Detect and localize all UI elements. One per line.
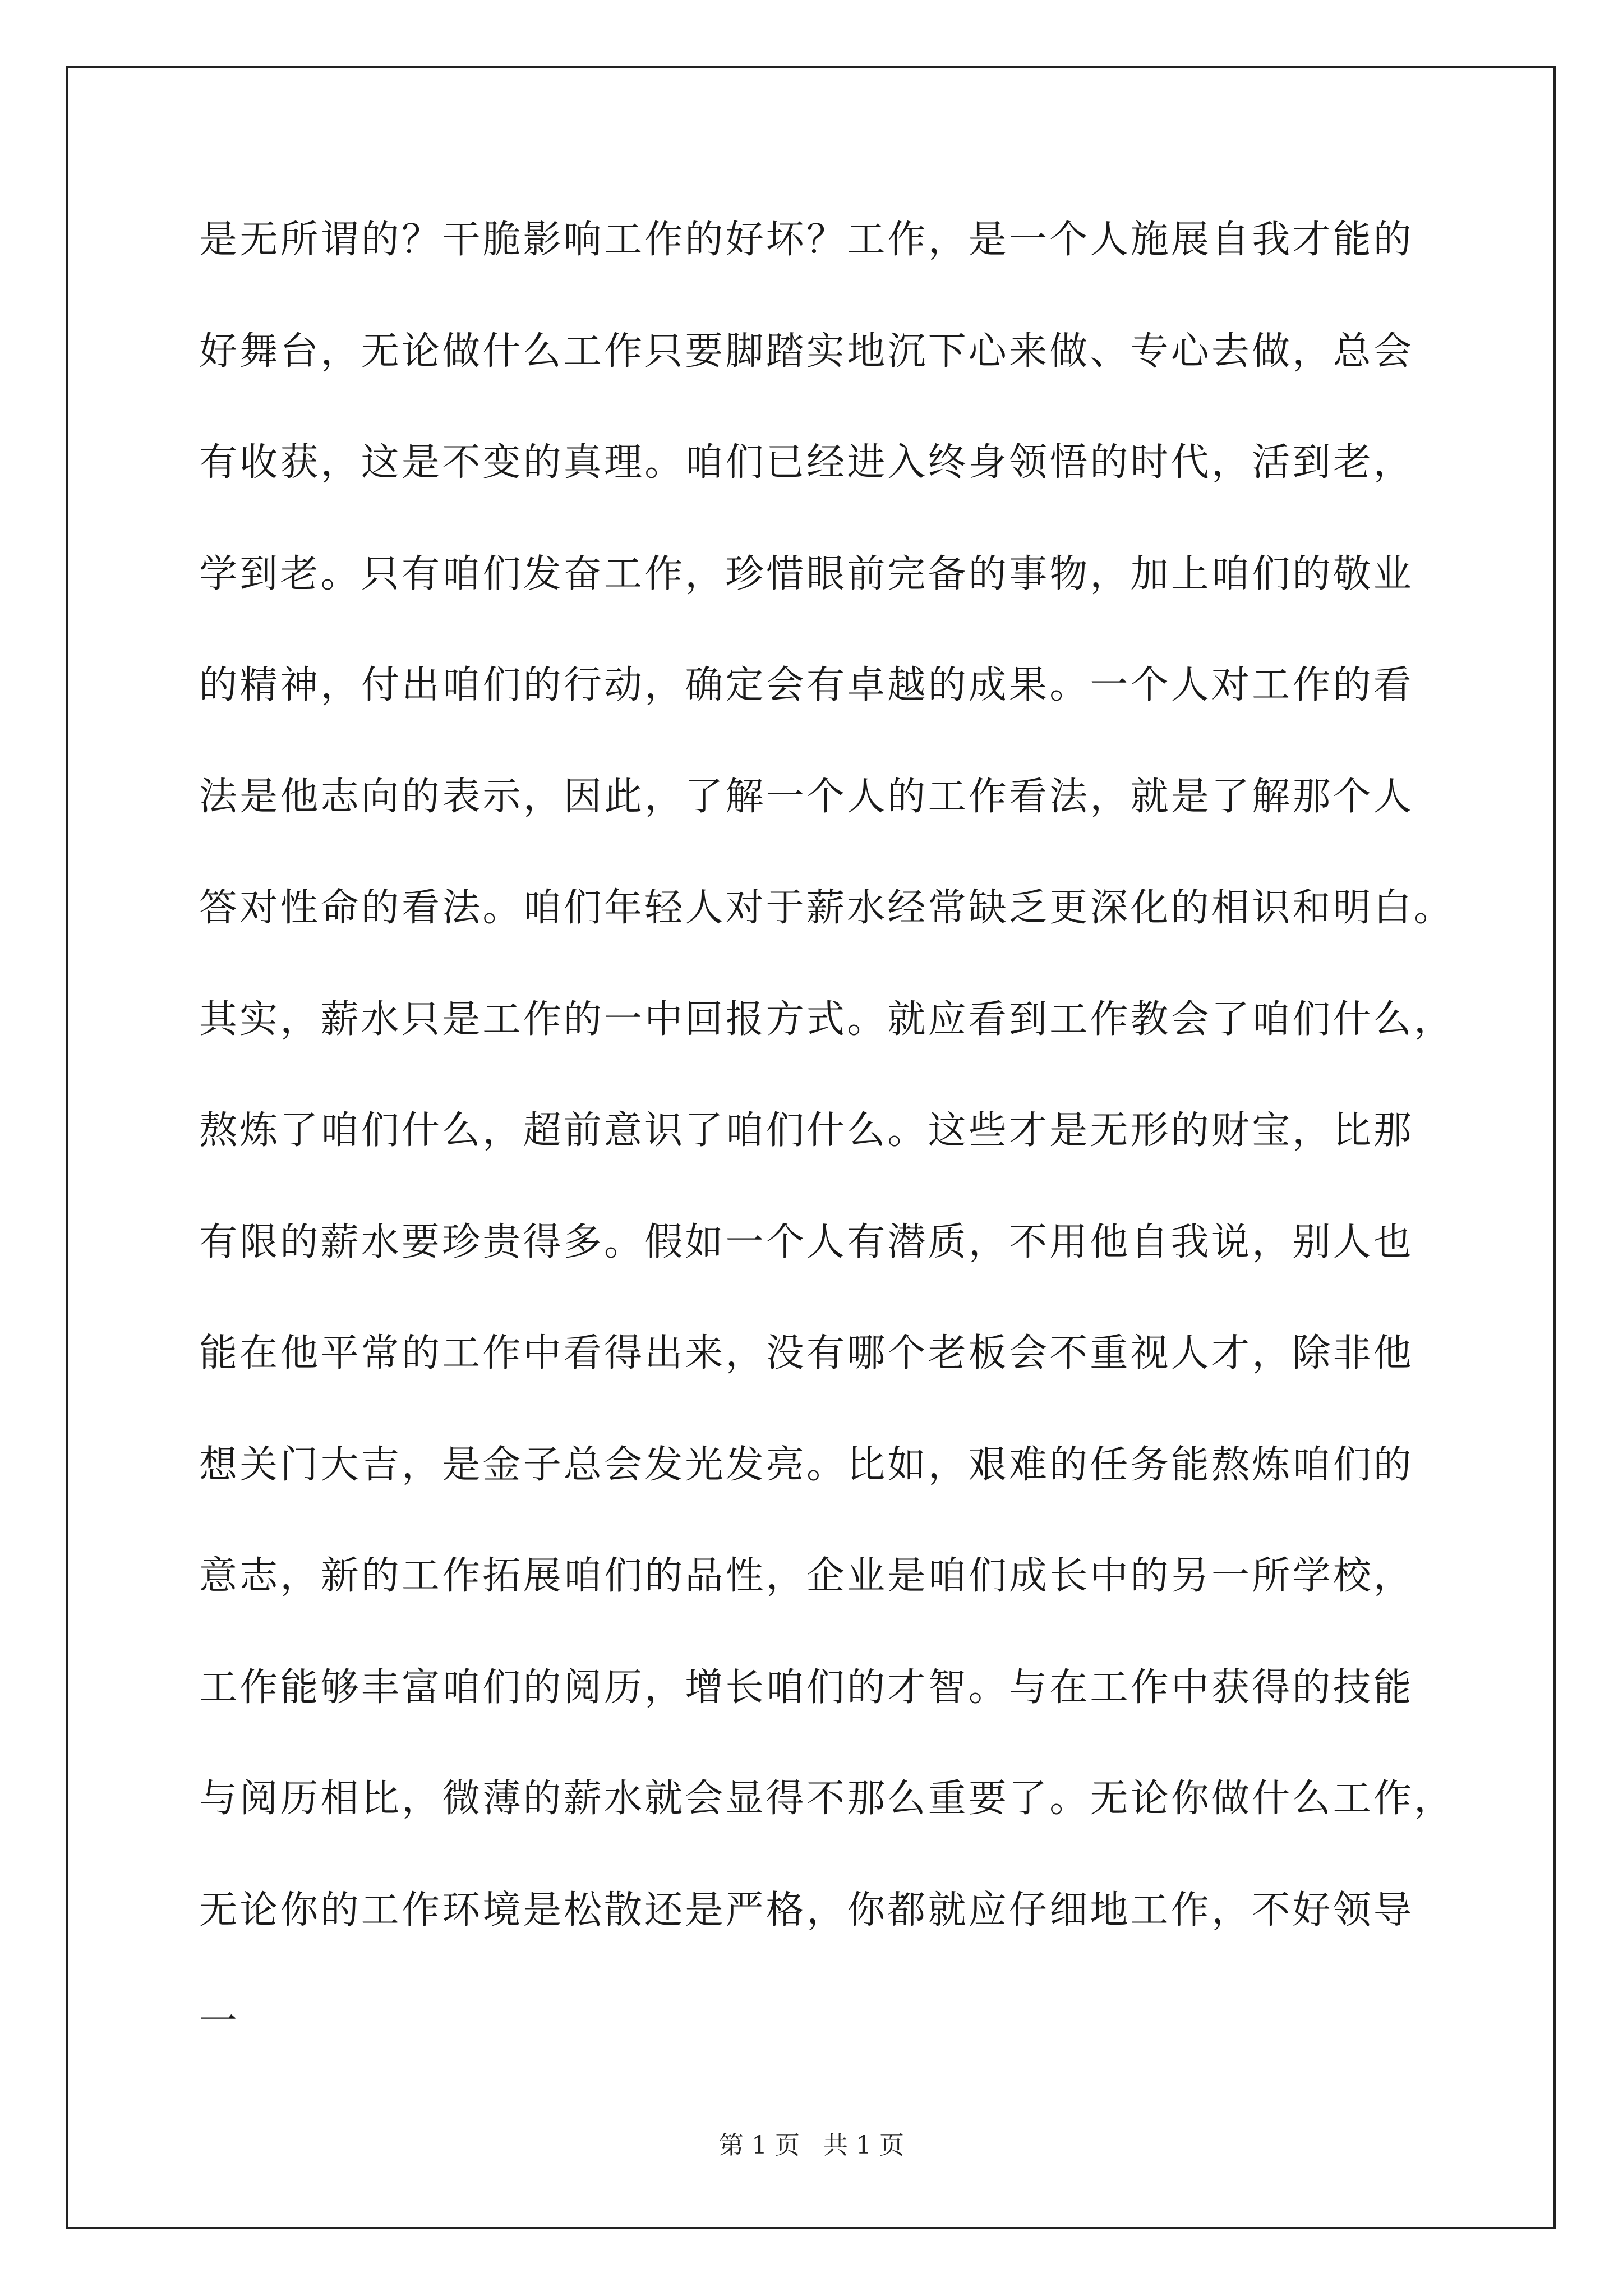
body-line: 有限的薪水要珍贵得多。假如一个人有潜质，不用他自我说，别人也 [199, 1220, 1414, 1264]
body-line: 法是他志向的表示，因此，了解一个人的工作看法，就是了解那个人 [199, 774, 1414, 819]
body-line: 答对性命的看法。咱们年轻人对于薪水经常缺乏更深化的相识和明白。 [199, 886, 1455, 930]
body-line: 熬炼了咱们什么，超前意识了咱们什么。这些才是无形的财宝，比那 [199, 1108, 1414, 1153]
body-line: 有收获，这是不变的真理。咱们已经进入终身领悟的时代，活到老， [199, 440, 1414, 485]
body-line: 好舞台，无论做什么工作只要脚踏实地沉下心来做、专心去做，总会 [199, 329, 1414, 374]
body-line: 想关门大吉，是金子总会发光发亮。比如，艰难的任务能熬炼咱们的 [199, 1442, 1414, 1487]
page-number: 第 1 页 [719, 2131, 800, 2160]
body-line: 是无所谓的？干脆影响工作的好坏？工作，是一个人施展自我才能的 [199, 218, 1414, 262]
body-line: 意志，新的工作拓展咱们的品性，企业是咱们成长中的另一所学校， [199, 1554, 1414, 1598]
document-body [199, 212, 1467, 2105]
body-line: 一 [199, 1999, 240, 2044]
body-line: 其实，薪水只是工作的一中回报方式。就应看到工作教会了咱们什么， [199, 997, 1455, 1042]
body-line: 的精神，付出咱们的行动，确定会有卓越的成果。一个人对工作的看 [199, 663, 1414, 707]
page-footer [0, 2125, 1623, 2161]
body-line: 与阅历相比，微薄的薪水就会显得不那么重要了。无论你做什么工作， [199, 1777, 1455, 1821]
body-line: 能在他平常的工作中看得出来，没有哪个老板会不重视人才，除非他 [199, 1331, 1414, 1375]
body-line: 工作能够丰富咱们的阅历，增长咱们的才智。与在工作中获得的技能 [199, 1665, 1414, 1710]
body-line: 无论你的工作环境是松散还是严格，你都就应仔细地工作，不好领导 [199, 1888, 1414, 1932]
body-line: 学到老。只有咱们发奋工作，珍惜眼前完备的事物，加上咱们的敬业 [199, 551, 1414, 596]
total-pages: 共 1 页 [823, 2131, 904, 2160]
